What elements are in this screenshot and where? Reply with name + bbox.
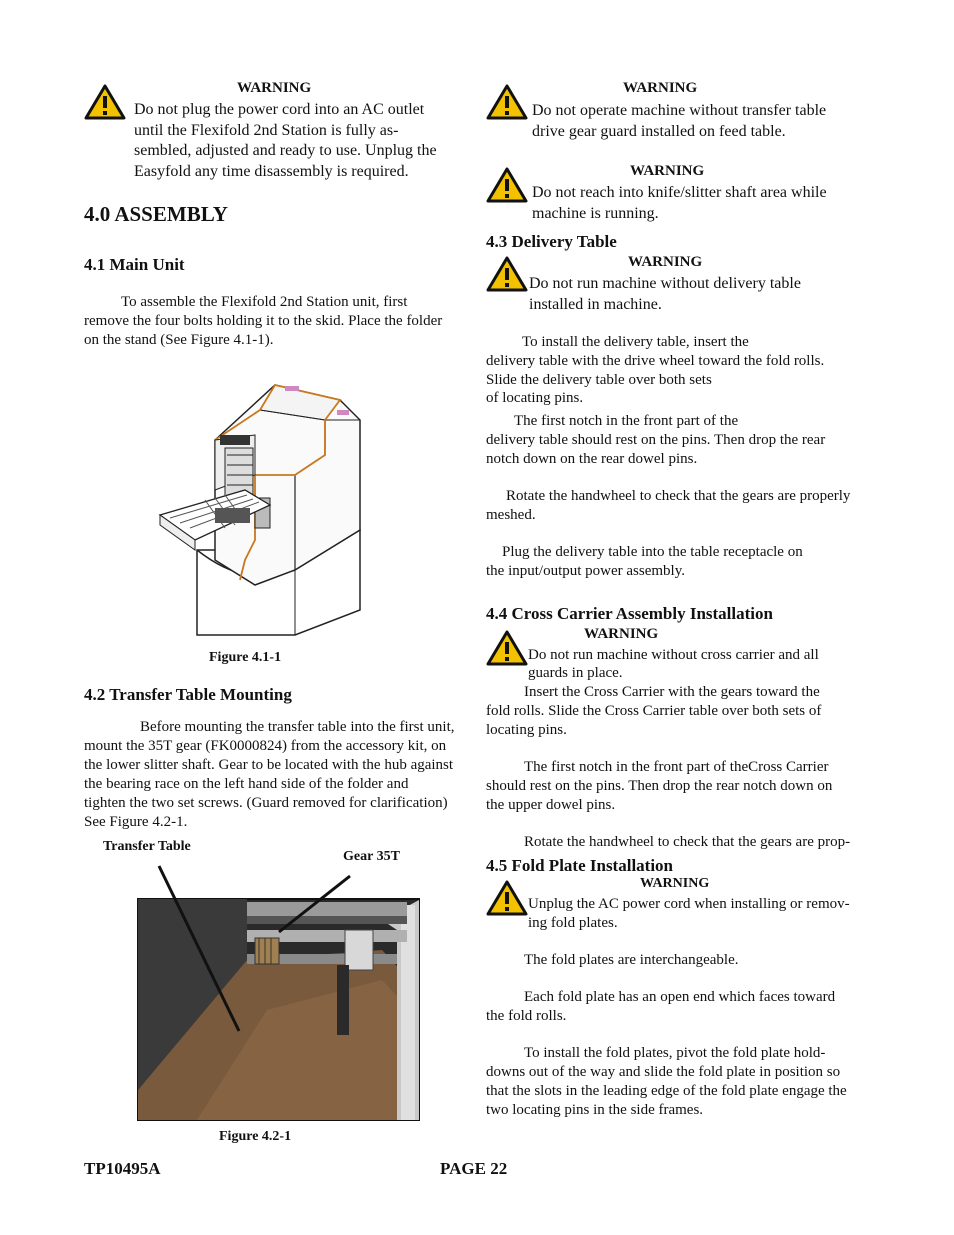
fold-paragraph-3: To install the fold plates, pivot the fold plate hold- downs out of the way and slide the fold plate in position so that the slots in the leading edge of the fold plate engage the two locating pins in the side frames. — [486, 1045, 847, 1118]
delivery-paragraph-1: To install the delivery table, insert the delivery table with the drive wheel toward the fold rolls. Slide the delivery table over both sets of locating pins. — [486, 334, 825, 406]
warning2-text: Do not operate machine without transfer table drive gear guard installed on feed table. — [532, 102, 827, 140]
fold-paragraph-2: Each fold plate has an open end which faces toward the fold rolls. — [486, 989, 836, 1024]
fold-plate-heading: 4.5 Fold Plate Installation — [486, 856, 674, 875]
folder-machine-illustration — [155, 380, 365, 638]
delivery-warning-text: Do not run machine without delivery table installed in machine. — [529, 275, 801, 313]
warning3-text: Do not reach into knife/slitter shaft area while machine is running. — [532, 184, 827, 222]
warning-triangle-icon — [486, 256, 528, 292]
warning-title: WARNING — [584, 626, 659, 642]
warning-triangle-icon — [84, 84, 126, 120]
figure-4-2-1-caption: Figure 4.2-1 — [219, 1129, 292, 1144]
warning-triangle-icon — [486, 630, 528, 666]
transfer-table-photo — [137, 860, 421, 1122]
warning-triangle-icon — [486, 167, 528, 203]
callout-gear-35t: Gear 35T — [343, 849, 400, 864]
cross-warning-text: Do not run machine without cross carrier and all guards in place. — [528, 647, 819, 681]
warning-title: WARNING — [640, 876, 710, 891]
warning-title: WARNING — [628, 254, 703, 270]
callout-transfer-table: Transfer Table — [103, 839, 191, 854]
document-id: TP10495A — [84, 1159, 161, 1178]
warning1-text: Do not plug the power cord into an AC outlet until the Flexifold 2nd Station is fully as- sembled, adjusted and ready to use. Unplug the Easyfold any time disassembly is required. — [134, 101, 437, 180]
warning-title: WARNING — [630, 163, 705, 179]
transfer-paragraph: Before mounting the transfer table into the first unit, mount the 35T gear (FK0000824) from the accessory kit, on the lower slitter shaft. Gear to be located with the hub against the bearing race on the left hand side of the folder and tighten the two set screws. (Guard removed for clarification) See Figure 4.2-1. — [84, 719, 455, 830]
cross-paragraph-2: The first notch in the front part of theCross Carrier should rest on the pins. Then drop the rear notch down on the upper dowel pins. — [486, 759, 833, 813]
cross-carrier-heading: 4.4 Cross Carrier Assembly Installation — [486, 604, 773, 623]
main-unit-heading: 4.1 Main Unit — [84, 255, 185, 274]
main-unit-paragraph: To assemble the Flexifold 2nd Station unit, first remove the four bolts holding it to the skid. Place the folder on the stand (See Figure 4.1-1). — [84, 294, 443, 348]
transfer-heading: 4.2 Transfer Table Mounting — [84, 685, 292, 704]
delivery-paragraph-3: Rotate the handwheel to check that the gears are properly meshed. — [486, 488, 851, 523]
delivery-heading: 4.3 Delivery Table — [486, 232, 617, 251]
cross-paragraph-1: Insert the Cross Carrier with the gears toward the fold rolls. Slide the Cross Carrier table over both sets of locating pins. — [486, 684, 822, 738]
figure-4-1-1-caption: Figure 4.1-1 — [209, 650, 282, 665]
page-number: PAGE 22 — [440, 1159, 508, 1178]
warning-triangle-icon — [486, 880, 528, 916]
section-title: 4.0 ASSEMBLY — [84, 202, 228, 226]
delivery-paragraph-4: Plug the delivery table into the table receptacle on the input/output power assembly. — [486, 544, 803, 579]
warning-title: WARNING — [237, 80, 312, 96]
warning-title: WARNING — [623, 80, 698, 96]
fold-warning-text: Unplug the AC power cord when installing or remov- ing fold plates. — [528, 896, 850, 931]
delivery-paragraph-2: The first notch in the front part of the delivery table should rest on the pins. Then drop the rear notch down on the rear dowel pins. — [486, 413, 826, 467]
cross-paragraph-3: Rotate the handwheel to check that the gears are prop- — [524, 834, 851, 850]
fold-paragraph-1: The fold plates are interchangeable. — [524, 952, 739, 968]
warning-triangle-icon — [486, 84, 528, 120]
